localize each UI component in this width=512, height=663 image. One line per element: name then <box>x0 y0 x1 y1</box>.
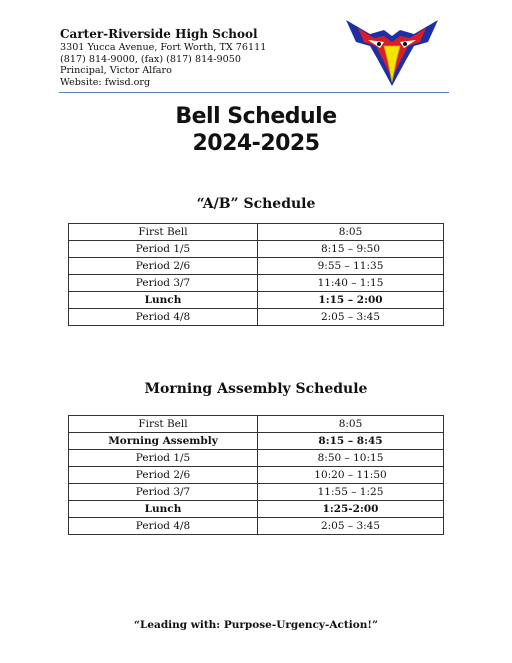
period-time: 8:50 – 10:15 <box>258 450 444 467</box>
period-label: Period 4/8 <box>69 309 258 326</box>
school-name: Carter-Riverside High School <box>60 27 258 41</box>
period-label: Period 2/6 <box>69 467 258 484</box>
assembly-schedule-title: Morning Assembly Schedule <box>144 381 368 397</box>
table-row <box>69 275 444 292</box>
table-row <box>69 467 444 484</box>
school-principal: Principal, Victor Alfaro <box>60 65 172 77</box>
period-label: Period 4/8 <box>69 518 258 535</box>
table-row <box>69 518 444 535</box>
table-row <box>69 309 444 326</box>
period-time: 10:20 – 11:50 <box>258 467 444 484</box>
table-row <box>69 501 444 518</box>
period-time: 2:05 – 3:45 <box>258 309 444 326</box>
school-phone: (817) 814-9000, (fax) (817) 814-9050 <box>60 53 241 65</box>
table-row <box>69 433 444 450</box>
table-row <box>69 484 444 501</box>
period-time: 1:25-2:00 <box>258 501 444 518</box>
table-row <box>69 450 444 467</box>
period-label: Period 3/7 <box>69 484 258 501</box>
school-motto: “Leading with: Purpose-Urgency-Action!” <box>133 619 379 631</box>
school-header <box>60 27 266 88</box>
period-label: Morning Assembly <box>69 433 258 450</box>
eagle-mascot-icon <box>344 16 440 88</box>
table-row <box>69 241 444 258</box>
period-time: 8:05 <box>258 416 444 433</box>
table-row <box>69 224 444 241</box>
period-label: First Bell <box>69 224 258 241</box>
table-row <box>69 258 444 275</box>
assembly-schedule-table <box>68 415 444 535</box>
period-label: Period 2/6 <box>69 258 258 275</box>
period-time: 8:15 – 8:45 <box>258 433 444 450</box>
period-label: Period 1/5 <box>69 450 258 467</box>
period-time: 11:40 – 1:15 <box>258 275 444 292</box>
school-website: Website: fwisd.org <box>60 76 151 88</box>
period-time: 1:15 – 2:00 <box>258 292 444 309</box>
header-divider <box>59 92 449 93</box>
period-label: Period 1/5 <box>69 241 258 258</box>
period-time: 9:55 – 11:35 <box>258 258 444 275</box>
ab-schedule-table <box>68 223 444 326</box>
period-label: First Bell <box>69 416 258 433</box>
period-time: 2:05 – 3:45 <box>258 518 444 535</box>
period-time: 11:55 – 1:25 <box>258 484 444 501</box>
period-time: 8:15 – 9:50 <box>258 241 444 258</box>
page-title: Bell Schedule <box>175 104 337 129</box>
table-row <box>69 292 444 309</box>
period-time: 8:05 <box>258 224 444 241</box>
table-row <box>69 416 444 433</box>
school-address: 3301 Yucca Avenue, Fort Worth, TX 76111 <box>60 42 267 53</box>
ab-schedule-title: “A/B” Schedule <box>196 196 316 212</box>
period-label: Lunch <box>69 292 258 309</box>
period-label: Lunch <box>69 501 258 518</box>
period-label: Period 3/7 <box>69 275 258 292</box>
school-year: 2024-2025 <box>192 131 320 156</box>
